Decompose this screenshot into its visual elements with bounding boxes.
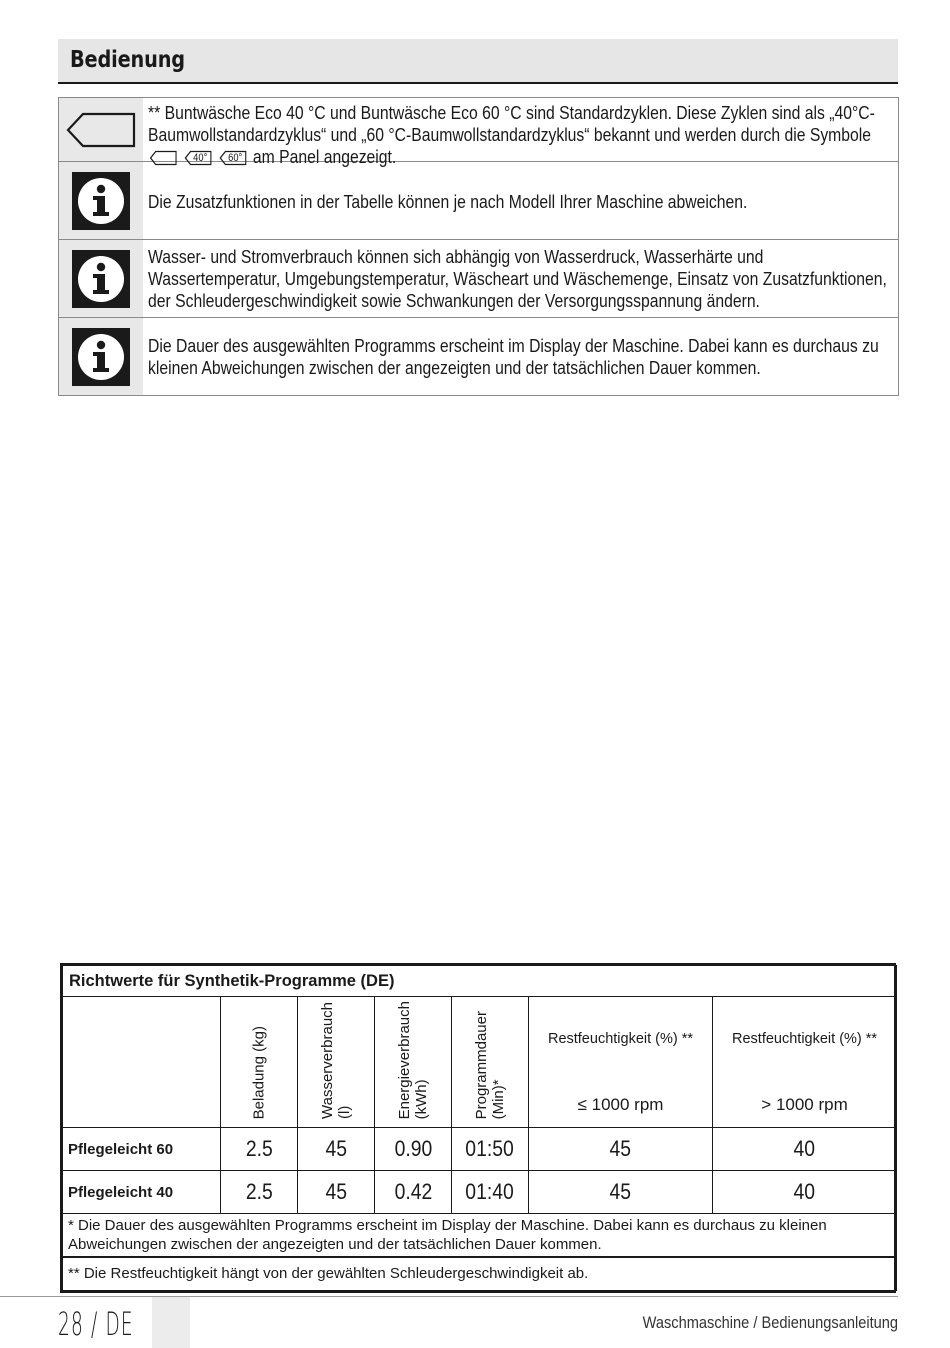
- synthetics-table: [60, 963, 896, 1293]
- header-water-unit: (l): [336, 1105, 353, 1119]
- tag-label-icon: [150, 150, 177, 166]
- header-load: [221, 997, 298, 1128]
- info-icon: [72, 250, 130, 308]
- section-header: [58, 39, 898, 84]
- cell-duration: 01:40: [452, 1171, 529, 1214]
- cell-duration: 01:50: [452, 1128, 529, 1171]
- note1-text-before: ** Buntwäsche Eco 40 °C und Buntwäsche Eco 60 °C sind Standardzyklen. Diese Zyklen sind als „40°C-Baumwollstandardzyklus“ und „60 °C-Baumwollstandardzyklus“ bekannt und werden durch die Symbole: [148, 102, 875, 145]
- table-caption-row: [63, 966, 897, 997]
- section-title: Bedienung: [70, 47, 185, 73]
- note-text: [143, 318, 898, 395]
- cell-rf2: 40: [713, 1171, 897, 1214]
- table-footnote-row: [63, 1214, 897, 1258]
- note-row-additional-functions: [59, 162, 898, 240]
- note-icon-cell: [59, 98, 143, 161]
- note-text: [143, 98, 898, 167]
- notes-box: [58, 97, 899, 396]
- header-energy: [375, 997, 452, 1128]
- header-rf1-speed: ≤ 1000 rpm: [577, 1095, 664, 1114]
- note-icon-cell: [59, 162, 143, 239]
- header-water-label: Wasserverbrauch: [319, 1002, 336, 1119]
- note-row-standard-cycles: [59, 98, 898, 167]
- note-text: [143, 162, 898, 239]
- program-name: Pflegeleicht 60: [63, 1128, 221, 1171]
- header-energy-label: Energieverbrauch: [396, 1000, 413, 1119]
- cell-energy: 0.42: [375, 1171, 452, 1214]
- cell-load: 2.5: [221, 1128, 298, 1171]
- table-footnote-duration: * Die Dauer des ausgewählten Programms erscheint im Display der Maschine. Dabei kann es durchaus zu kleinen Abweichungen zwischen der angezeigten und der tatsächlichen Dauer kommen.: [63, 1214, 897, 1258]
- cell-load: 2.5: [221, 1171, 298, 1214]
- tag-60-label: 60°: [228, 152, 243, 165]
- header-residual-moisture-low: [529, 997, 713, 1128]
- tag-40-label: 40°: [193, 152, 208, 165]
- note-text: [143, 240, 898, 317]
- cell-rf2: 40: [713, 1128, 897, 1171]
- table-footnote-moisture: ** Die Restfeuchtigkeit hängt von der gewählten Schleudergeschwindigkeit ab.: [63, 1257, 897, 1290]
- footer-title: Waschmaschine / Bedienungsanleitung: [642, 1313, 898, 1332]
- header-rf1-label: Restfeuchtigkeit (%) **: [547, 1031, 694, 1047]
- cell-water: 45: [298, 1171, 375, 1214]
- cell-water: 45: [298, 1128, 375, 1171]
- header-rf2-label: Restfeuchtigkeit (%) **: [732, 1031, 878, 1047]
- note1-text-after: am Panel angezeigt.: [252, 146, 397, 167]
- header-duration: [452, 997, 529, 1128]
- note2-text: Die Zusatzfunktionen in der Tabelle können je nach Modell Ihrer Maschine abweichen.: [148, 190, 748, 212]
- header-water: [298, 997, 375, 1128]
- tag-40-icon: [185, 150, 212, 166]
- page-number: 28 / DE: [58, 1305, 134, 1343]
- header-energy-unit: (kWh): [413, 1079, 430, 1119]
- header-duration-unit: (Min)*: [490, 1079, 507, 1119]
- note-row-consumption: [59, 240, 898, 318]
- footer-divider: [0, 1296, 898, 1297]
- info-icon: [72, 328, 130, 386]
- table-row: [63, 1171, 897, 1214]
- tag-label-icon: [66, 110, 136, 150]
- note3-text: Wasser- und Stromverbrauch können sich abhängig von Wasserdruck, Wasserhärte und Wassertemperatur, Umgebungstemperatur, Wäscheart und Wäschemenge, Einsatz von Zusatzfunktionen, der Schleudergeschwindigkeit sowie Schwankungen der Versorgungsspannung ändern.: [148, 246, 887, 311]
- table-caption: Richtwerte für Synthetik-Programme (DE): [63, 966, 897, 997]
- cell-rf1: 45: [529, 1128, 713, 1171]
- program-name: Pflegeleicht 40: [63, 1171, 221, 1214]
- header-residual-moisture-high: [713, 997, 897, 1128]
- header-rf2-speed: > 1000 rpm: [761, 1095, 848, 1114]
- note-icon-cell: [59, 318, 143, 395]
- tag-60-icon: [220, 150, 247, 166]
- table-footnote-row: [63, 1257, 897, 1290]
- cell-rf1: 45: [529, 1171, 713, 1214]
- note4-text: Die Dauer des ausgewählten Programms erscheint im Display der Maschine. Dabei kann es durchaus zu kleinen Abweichungen zwischen der angezeigten und der tatsächlichen Dauer kommen.: [148, 335, 879, 378]
- table-row: [63, 1128, 897, 1171]
- footer-tab: [152, 1297, 190, 1348]
- note-row-duration: [59, 318, 898, 395]
- header-load-label: Beladung (kg): [250, 1025, 268, 1119]
- info-icon: [72, 172, 130, 230]
- cell-energy: 0.90: [375, 1128, 452, 1171]
- table-header-row: [63, 997, 897, 1128]
- header-duration-label: Programmdauer: [473, 1010, 490, 1119]
- note-icon-cell: [59, 240, 143, 317]
- header-empty: [63, 997, 221, 1128]
